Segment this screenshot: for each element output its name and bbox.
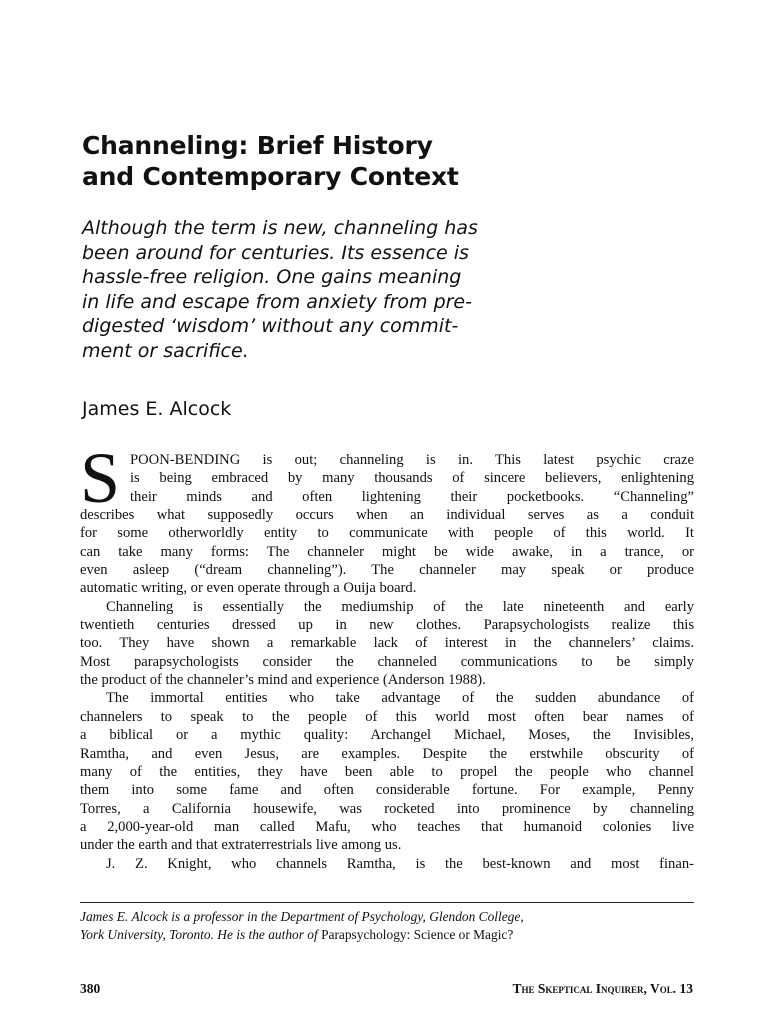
footnote-text: James E. Alcock is a professor in the Department of Psychology, Glendon College, [80, 909, 524, 924]
body-line: can take many forms: The channeler might be wide awake, in a trance, or [80, 543, 694, 560]
body-line: a biblical or a mythic quality: Archangel Michael, Moses, the Invisibles, [80, 727, 694, 744]
body-line: twentieth centuries dressed up in new clothes. Parapsychologists realize this [80, 617, 694, 634]
body-line: Channeling is essentially the mediumship of the late nineteenth and early [106, 598, 694, 615]
body-line: too. They have shown a remarkable lack of interest in the channelers’ claims. [80, 635, 694, 652]
body-line: The immortal entities who take advantage of the sudden abundance of [106, 690, 694, 707]
footnote-divider [80, 902, 694, 903]
title-line: and Contemporary Context [82, 162, 459, 191]
body-line: channelers to speak to the people of this world most often bear names of [80, 708, 694, 725]
article-body [80, 451, 694, 873]
body-line: J. Z. Knight, who channels Ramtha, is the best-known and most finan- [106, 855, 694, 872]
body-line: the product of the channeler’s mind and experience (Anderson 1988). [80, 672, 486, 689]
dek-line: Although the term is new, channeling has [82, 217, 478, 239]
footnote-line [80, 926, 694, 944]
body-line: many of the entities, they have been able to propel the people who channel [80, 763, 694, 780]
body-line: their minds and often lightening their pocketbooks. “Channeling” [130, 488, 694, 505]
dek-line: ment or sacrifice. [82, 339, 249, 362]
dek-line: been around for centuries. Its essence is [82, 241, 469, 264]
author-byline: James E. Alcock [82, 398, 232, 420]
title-line: Channeling: Brief History [82, 131, 433, 160]
body-line: them into some fame and often considerable fortune. For example, Penny [80, 782, 694, 799]
page-number: 380 [80, 981, 101, 996]
dek-line: hassle-free religion. One gains meaning [82, 266, 462, 288]
footnote-line [80, 908, 694, 926]
body-line: automatic writing, or even operate through a Ouija board. [80, 580, 417, 597]
footnote-text: York University, Toronto. He is the author of [80, 926, 322, 942]
body-line: under the earth and that extraterrestrials live among us. [80, 837, 402, 854]
article-dek [82, 216, 642, 363]
body-line: for some otherworldly entity to communicate with people of this world. It [80, 525, 694, 542]
running-head: The Skeptical Inquirer, Vol. 13 [512, 981, 693, 996]
body-line: describes what supposedly occurs when an individual serves as a conduit [80, 507, 694, 524]
body-line: Ramtha, and even Jesus, are examples. Despite the erstwhile obscurity of [80, 745, 694, 762]
book-title: Parapsychology: Science or Magic? [321, 926, 514, 942]
body-line: Torres, a California housewife, was rocketed into prominence by channeling [80, 800, 694, 817]
body-line: Most parapsychologists consider the channeled communications to be simply [80, 653, 694, 670]
drop-cap: S [80, 438, 121, 518]
body-line: even asleep (“dream channeling”). The channeler may speak or produce [80, 562, 694, 579]
dek-line: in life and escape from anxiety from pre- [82, 290, 472, 313]
body-line: is being embraced by many thousands of sincere believers, enlightening [130, 470, 694, 487]
body-line: POON-BENDING is out; channeling is in. This latest psychic craze [130, 452, 694, 468]
author-footnote [80, 908, 694, 943]
article-title [82, 130, 682, 192]
body-line: a 2,000-year-old man called Mafu, who teaches that humanoid colonies live [80, 818, 694, 835]
dek-line: digested ‘wisdom’ without any commit- [82, 315, 459, 337]
